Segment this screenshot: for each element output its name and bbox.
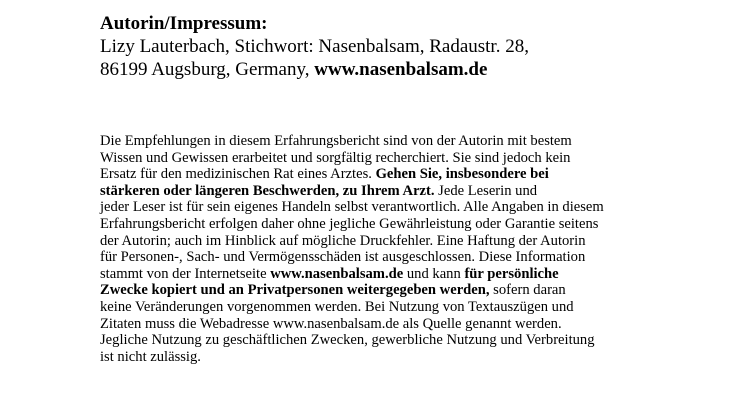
- disclaimer-website-link[interactable]: www.nasenbalsam.de: [270, 265, 404, 282]
- disclaimer-line: der Autorin; auch im Hinblick auf mögliche Druckfehler. Eine Haftung der Autorin: [100, 232, 586, 249]
- disclaimer-text: Jede Leserin und: [434, 182, 538, 199]
- disclaimer-line: [100, 282, 645, 299]
- disclaimer-line: Erfahrungsbericht erfolgen daher ohne jegliche Gewährleistung oder Garantie seitens: [100, 215, 599, 232]
- impressum-website-link[interactable]: www.nasenbalsam.de: [314, 59, 488, 80]
- disclaimer-text: Ersatz für den medizinischen Rat eines Arztes.: [100, 166, 376, 183]
- impressum-heading: Autorin/Impressum:: [100, 13, 268, 34]
- disclaimer-line: [100, 166, 645, 183]
- impressum-block: [100, 12, 660, 81]
- disclaimer-emphasis: Gehen Sie, insbesondere bei: [375, 166, 549, 183]
- disclaimer-line: Jegliche Nutzung zu geschäftlichen Zwecken, gewerbliche Nutzung und Verbreitung: [100, 332, 595, 349]
- disclaimer-emphasis: Zwecke kopiert und an Privatpersonen weitergegeben werden,: [100, 282, 490, 299]
- impressum-address-line-1: Lizy Lauterbach, Stichwort: Nasenbalsam, Radaustr. 28,: [100, 36, 529, 57]
- disclaimer-paragraph: [100, 133, 645, 365]
- disclaimer-line: keine Veränderungen vorgenommen werden. Bei Nutzung von Textauszügen und: [100, 298, 574, 315]
- disclaimer-text: sofern daran: [489, 282, 566, 299]
- disclaimer-line: für Personen-, Sach- und Vermögensschäden ist ausgeschlossen. Diese Information: [100, 249, 586, 266]
- disclaimer-emphasis: stärkeren oder längeren Beschwerden, zu Ihrem Arzt.: [100, 182, 435, 199]
- disclaimer-line: jeder Leser ist für sein eigenes Handeln selbst verantwortlich. Alle Angaben in diesem: [100, 199, 604, 216]
- disclaimer-line: Zitaten muss die Webadresse www.nasenbalsam.de als Quelle genannt werden.: [100, 315, 562, 332]
- disclaimer-line: [100, 266, 645, 283]
- disclaimer-text: stammt von der Internetseite: [100, 265, 271, 282]
- disclaimer-line: Die Empfehlungen in diesem Erfahrungsbericht sind von der Autorin mit bestem: [100, 133, 572, 149]
- disclaimer-line: ist nicht zulässig.: [100, 348, 201, 365]
- impressum-address-text: 86199 Augsburg, Germany,: [100, 59, 315, 80]
- disclaimer-line: [100, 183, 645, 200]
- disclaimer-line: Wissen und Gewissen erarbeitet und sorgfältig recherchiert. Sie sind jedoch kein: [100, 149, 571, 166]
- disclaimer-text: und kann: [403, 265, 465, 282]
- impressum-address-line-2: [100, 58, 660, 81]
- disclaimer-emphasis: für persönliche: [464, 265, 559, 282]
